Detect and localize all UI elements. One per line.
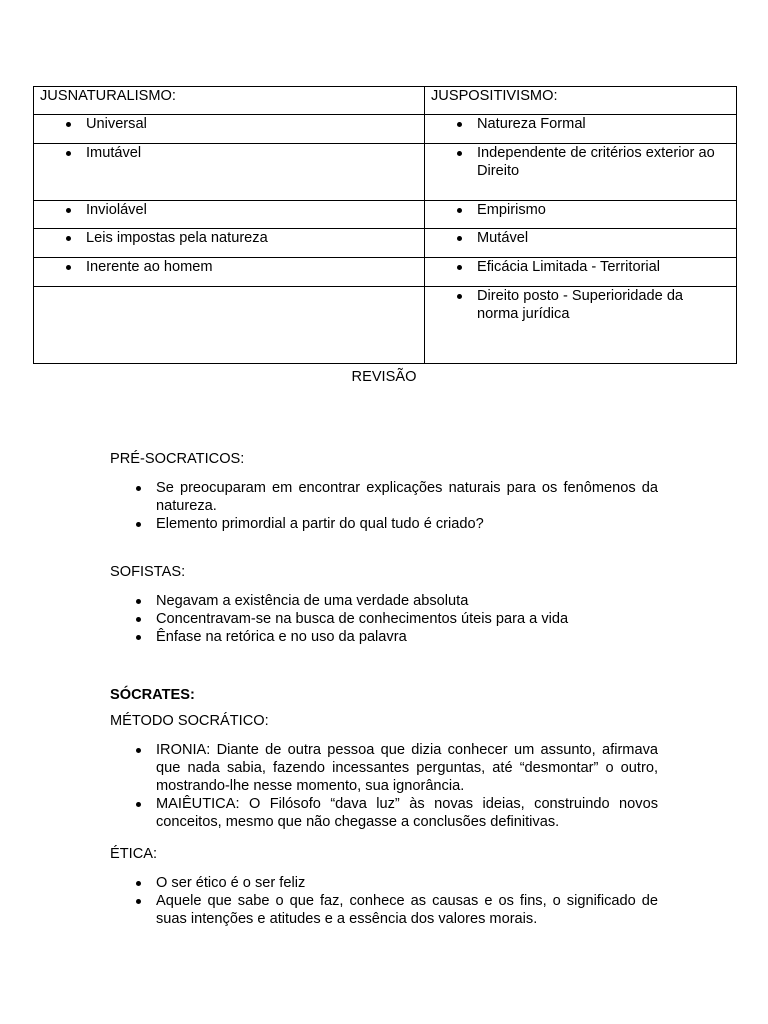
table-row bbox=[34, 287, 737, 364]
list-item bbox=[110, 892, 658, 928]
table-cell bbox=[34, 115, 425, 144]
list-item-text: O ser ético é o ser feliz bbox=[156, 875, 306, 891]
list-item bbox=[110, 592, 658, 610]
sofistas-list bbox=[110, 592, 658, 646]
table-cell bbox=[34, 258, 425, 287]
etica-section bbox=[110, 845, 658, 928]
bullet-icon bbox=[66, 265, 71, 270]
table-cell bbox=[34, 201, 425, 229]
socrates-section bbox=[110, 686, 658, 831]
list-item bbox=[110, 795, 658, 831]
sofistas-heading: SOFISTAS: bbox=[110, 564, 186, 580]
cell-text: Universal bbox=[86, 116, 147, 132]
table-cell bbox=[425, 258, 737, 287]
table-row bbox=[34, 115, 737, 144]
cell-text: Independente de critérios exterior ao Direito bbox=[477, 145, 715, 179]
bullet-icon bbox=[136, 802, 141, 807]
cell-text: Mutável bbox=[477, 230, 529, 246]
cell-text: Empirismo bbox=[477, 202, 546, 218]
cell-text: Inerente ao homem bbox=[86, 259, 213, 275]
list-item-text: IRONIA: Diante de outra pessoa que dizia conhecer um assunto, afirmava que nada sabia, fazendo incessantes perguntas, até “desmontar” o outro, mostrando-lhe nesse momento, sua ignorância. bbox=[156, 742, 658, 794]
list-item bbox=[110, 628, 658, 646]
bullet-icon bbox=[136, 881, 141, 886]
bullet-icon bbox=[136, 599, 141, 604]
bullet-icon bbox=[136, 486, 141, 491]
list-item bbox=[110, 515, 658, 533]
bullet-icon bbox=[457, 265, 462, 270]
table-cell bbox=[425, 115, 737, 144]
presocraticos-section bbox=[110, 450, 658, 533]
cell-text: Inviolável bbox=[86, 202, 147, 218]
bullet-icon bbox=[136, 522, 141, 527]
bullet-icon bbox=[457, 208, 462, 213]
header-label: JUSPOSITIVISMO: bbox=[431, 88, 558, 104]
etica-list bbox=[110, 874, 658, 928]
table-cell bbox=[34, 144, 425, 201]
cell-text: Leis impostas pela natureza bbox=[86, 230, 268, 246]
list-item-text: Ênfase na retórica e no uso da palavra bbox=[156, 629, 407, 645]
table-row bbox=[34, 144, 737, 201]
list-item-text: Negavam a existência de uma verdade absoluta bbox=[156, 593, 469, 609]
list-item-text: MAIÊUTICA: O Filósofo “dava luz” às novas ideias, construindo novos conceitos, mesmo que não chegasse a conclusões definitivas. bbox=[156, 796, 658, 830]
list-item-text: Se preocuparam em encontrar explicações naturais para os fenômenos da natureza. bbox=[156, 480, 658, 514]
metodo-socratico-heading: MÉTODO SOCRÁTICO: bbox=[110, 713, 269, 729]
bullet-icon bbox=[136, 635, 141, 640]
bullet-icon bbox=[457, 151, 462, 156]
bullet-icon bbox=[136, 617, 141, 622]
cell-text: Natureza Formal bbox=[477, 116, 586, 132]
list-item bbox=[110, 610, 658, 628]
header-juspositivismo bbox=[425, 87, 737, 115]
bullet-icon bbox=[66, 151, 71, 156]
revisao-title: REVISÃO bbox=[351, 369, 417, 385]
table-cell bbox=[425, 144, 737, 201]
list-item bbox=[110, 741, 658, 795]
bullet-icon bbox=[136, 899, 141, 904]
bullet-icon bbox=[66, 122, 71, 127]
table-cell bbox=[425, 201, 737, 229]
table-cell bbox=[425, 229, 737, 258]
list-item-text: Concentravam-se na busca de conhecimentos úteis para a vida bbox=[156, 611, 569, 627]
bullet-icon bbox=[457, 122, 462, 127]
bullet-icon bbox=[136, 748, 141, 753]
table-cell bbox=[34, 229, 425, 258]
sofistas-section bbox=[110, 563, 658, 646]
comparison-table bbox=[33, 86, 737, 364]
cell-text: Imutável bbox=[86, 145, 142, 161]
cell-text: Eficácia Limitada - Territorial bbox=[477, 259, 661, 275]
list-item bbox=[110, 479, 658, 515]
socrates-list bbox=[110, 741, 658, 831]
presocraticos-heading: PRÉ-SOCRATICOS: bbox=[110, 451, 245, 467]
bullet-icon bbox=[457, 236, 462, 241]
bullet-icon bbox=[66, 208, 71, 213]
table-row bbox=[34, 201, 737, 229]
header-label: JUSNATURALISMO: bbox=[40, 88, 176, 104]
table-cell-empty bbox=[34, 287, 425, 364]
list-item bbox=[110, 874, 658, 892]
table-row bbox=[34, 258, 737, 287]
header-jusnaturalismo bbox=[34, 87, 425, 115]
etica-heading: ÉTICA: bbox=[110, 846, 158, 862]
table-row bbox=[34, 229, 737, 258]
socrates-heading: SÓCRATES: bbox=[110, 687, 195, 703]
presocraticos-list bbox=[110, 479, 658, 533]
table-header-row bbox=[34, 87, 737, 115]
table-cell bbox=[425, 287, 737, 364]
bullet-icon bbox=[66, 236, 71, 241]
list-item-text: Aquele que sabe o que faz, conhece as causas e os fins, o significado de suas intenções e atitudes e a essência dos valores morais. bbox=[156, 893, 658, 927]
cell-text: Direito posto - Superioridade da norma jurídica bbox=[477, 288, 684, 322]
bullet-icon bbox=[457, 294, 462, 299]
list-item-text: Elemento primordial a partir do qual tudo é criado? bbox=[156, 516, 484, 532]
